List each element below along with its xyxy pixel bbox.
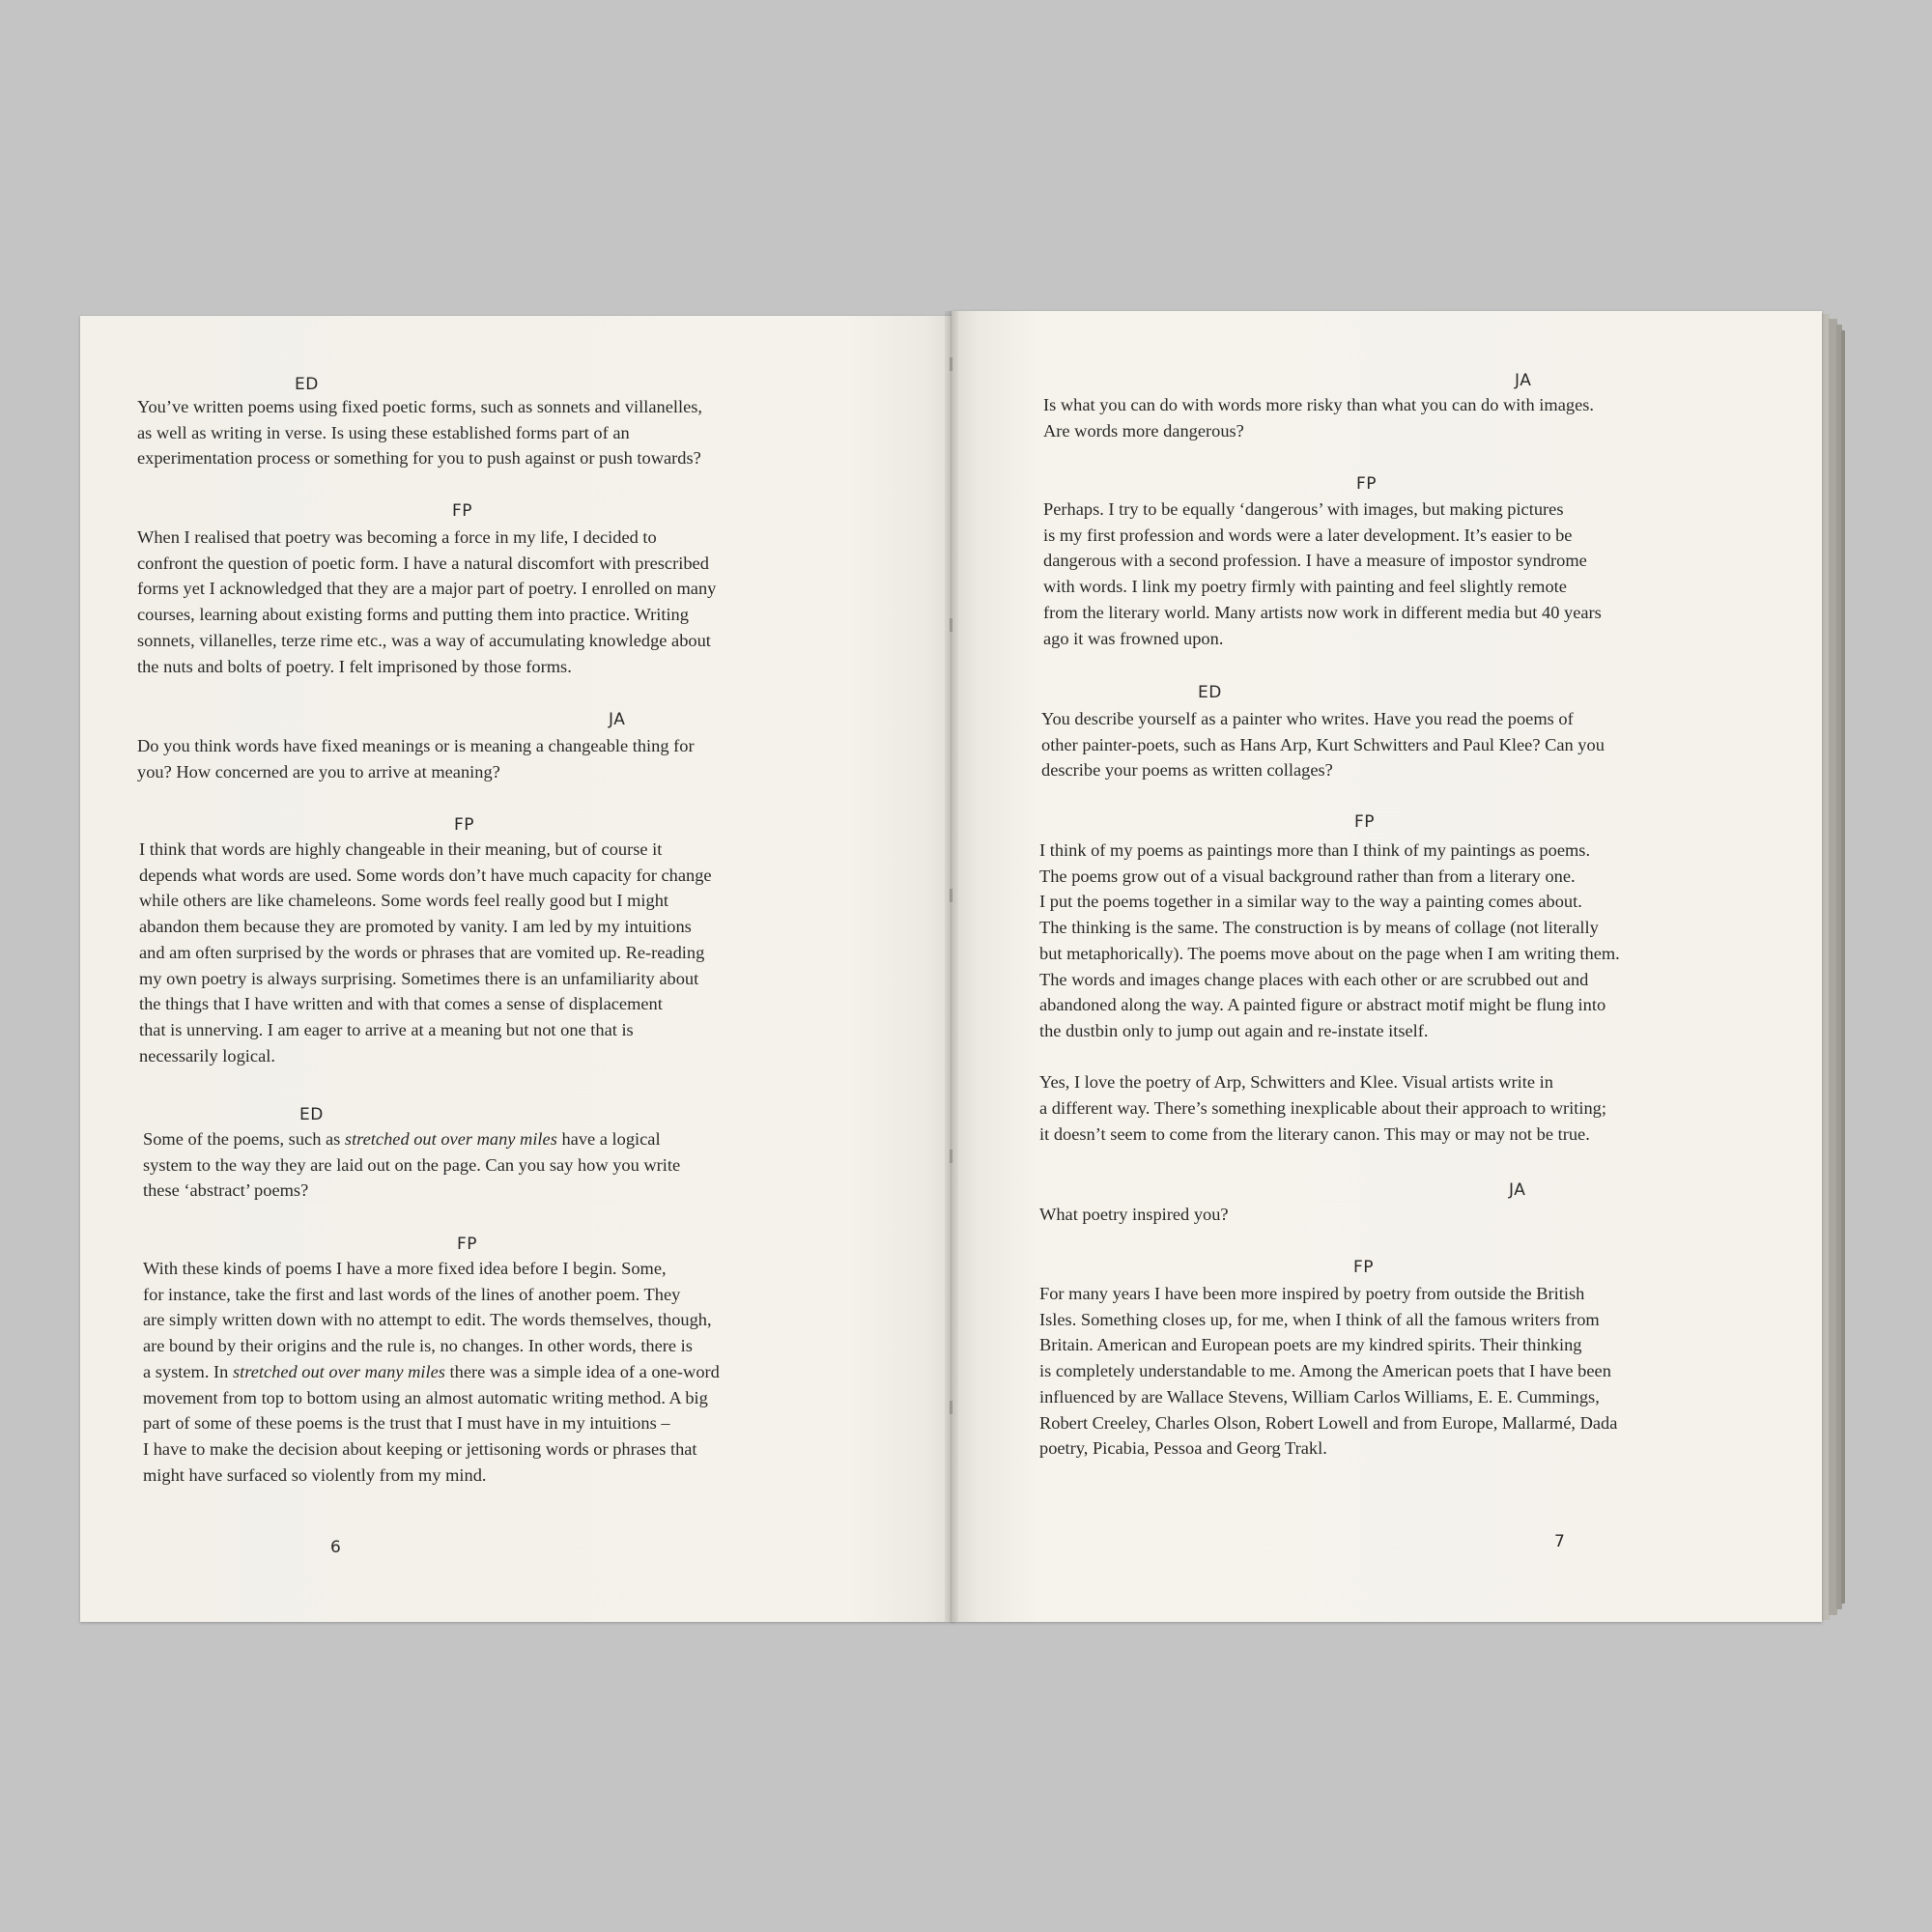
speaker-label: FP xyxy=(1356,474,1378,494)
text-line: and am often surprised by the words or phrases that are vomited up. Re-reading xyxy=(139,942,705,962)
text-line: necessarily logical. xyxy=(139,1045,275,1065)
text-line: part of some of these poems is the trust that I must have in my intuitions – xyxy=(143,1413,670,1434)
text-line: courses, learning about existing forms and putting them into practice. Writing xyxy=(137,605,689,625)
interview-answer xyxy=(139,837,712,1068)
text-line: confront the question of poetic form. I have a natural discomfort with prescribed xyxy=(137,553,709,573)
text-line: Perhaps. I try to be equally ‘dangerous’ with images, but making pictures xyxy=(1043,499,1564,519)
text-line: describe your poems as written collages? xyxy=(1041,760,1333,781)
text-line: experimentation process or something for you to push against or push towards? xyxy=(137,448,701,469)
text-line xyxy=(1039,1044,1620,1070)
interview-question xyxy=(1043,392,1594,443)
text-line: forms yet I acknowledged that they are a major part of poetry. I enrolled on many xyxy=(137,579,717,599)
text-line: but metaphorically). The poems move about on the page when I am writing them. xyxy=(1039,943,1620,963)
interview-answer xyxy=(1039,838,1620,1147)
text-line: Some of the poems, such as stretched out over many miles have a logical xyxy=(143,1129,661,1149)
title-italic: stretched out over many miles xyxy=(344,1129,557,1149)
text-line: Are words more dangerous? xyxy=(1043,420,1244,440)
page-stack-edge xyxy=(1841,330,1845,1604)
text-line: with words. I link my poetry firmly with painting and feel slightly remote xyxy=(1043,577,1567,597)
text-line: The words and images change places with each other or are scrubbed out and xyxy=(1039,969,1589,989)
binding-stitch xyxy=(950,1150,952,1163)
binding-stitch xyxy=(950,618,952,632)
interview-answer xyxy=(143,1256,720,1488)
speaker-label: FP xyxy=(457,1235,478,1254)
text-line: system to the way they are laid out on the page. Can you say how you write xyxy=(143,1154,681,1175)
text-line: Robert Creeley, Charles Olson, Robert Lowell and from Europe, Mallarmé, Dada xyxy=(1039,1412,1618,1433)
text-line: from the literary world. Many artists now work in different media but 40 years xyxy=(1043,602,1602,622)
text-line: dangerous with a second profession. I have a measure of impostor syndrome xyxy=(1043,551,1587,571)
text-line: abandon them because they are promoted by vanity. I am led by my intuitions xyxy=(139,917,692,937)
text-line: Britain. American and European poets are my kindred spirits. Their thinking xyxy=(1039,1335,1582,1355)
text-line: the dustbin only to jump out again and re-instate itself. xyxy=(1039,1020,1429,1040)
text-line: influenced by are Wallace Stevens, William Carlos Williams, E. E. Cummings, xyxy=(1039,1386,1600,1406)
text-line: it doesn’t seem to come from the literary canon. This may or may not be true. xyxy=(1039,1123,1590,1144)
binding-stitch xyxy=(950,889,952,902)
speaker-label: ED xyxy=(299,1105,324,1124)
interview-question xyxy=(137,733,695,784)
text-line: the nuts and bolts of poetry. I felt imprisoned by those forms. xyxy=(137,656,572,676)
text-line: With these kinds of poems I have a more fixed idea before I begin. Some, xyxy=(143,1259,667,1278)
speaker-label: FP xyxy=(1354,812,1376,832)
text-line: that is unnerving. I am eager to arrive at a meaning but not one that is xyxy=(139,1019,634,1039)
text-line: for instance, take the first and last words of the lines of another poem. They xyxy=(143,1284,681,1304)
interview-question xyxy=(1039,1202,1229,1228)
book-gutter xyxy=(945,311,958,1622)
text-line: a different way. There’s something inexplicable about their approach to writing; xyxy=(1039,1098,1606,1119)
interview-question xyxy=(1041,706,1605,783)
speaker-label: ED xyxy=(1198,683,1222,702)
text-line: You describe yourself as a painter who writes. Have you read the poems of xyxy=(1041,709,1574,728)
speaker-label: FP xyxy=(454,815,475,835)
text-line: You’ve written poems using fixed poetic forms, such as sonnets and villanelles, xyxy=(137,397,703,416)
text-line: The thinking is the same. The construction is by means of collage (not literally xyxy=(1039,918,1599,938)
text-line: depends what words are used. Some words don’t have much capacity for change xyxy=(139,865,712,885)
text-line: is completely understandable to me. Among the American poets that I have been xyxy=(1039,1361,1611,1381)
text-line: a system. In stretched out over many miles there was a simple idea of a one-word xyxy=(143,1361,720,1381)
text-line: What poetry inspired you? xyxy=(1039,1205,1229,1224)
speaker-label: JA xyxy=(609,710,626,729)
text-line: while others are like chameleons. Some words feel really good but I might xyxy=(139,891,668,911)
text-line: my own poetry is always surprising. Sometimes there is an unfamiliarity about xyxy=(139,968,699,988)
text-line: is my first profession and words were a later development. It’s easier to be xyxy=(1043,525,1573,545)
text-line: When I realised that poetry was becoming a force in my life, I decided to xyxy=(137,527,657,547)
title-italic: stretched out over many miles xyxy=(232,1361,445,1381)
speaker-label: JA xyxy=(1515,371,1532,390)
page-number: 7 xyxy=(1554,1532,1565,1551)
text-line: the things that I have written and with that comes a sense of displacement xyxy=(139,994,663,1014)
text-line: Isles. Something closes up, for me, when I think of all the famous writers from xyxy=(1039,1309,1600,1329)
text-line: movement from top to bottom using an almost automatic writing method. A big xyxy=(143,1387,708,1407)
text-line: I think of my poems as paintings more than I think of my paintings as poems. xyxy=(1039,840,1591,860)
page-number: 6 xyxy=(330,1538,341,1557)
text-line: I think that words are highly changeable in their meaning, but of course it xyxy=(139,839,663,859)
interview-answer xyxy=(1043,497,1602,651)
interview-answer xyxy=(137,525,716,679)
text-line: Yes, I love the poetry of Arp, Schwitters and Klee. Visual artists write in xyxy=(1039,1072,1553,1093)
text-line: other painter-poets, such as Hans Arp, Kurt Schwitters and Paul Klee? Can you xyxy=(1041,734,1605,754)
interview-answer xyxy=(1039,1281,1617,1462)
interview-question xyxy=(137,394,702,471)
text-line: For many years I have been more inspired by poetry from outside the British xyxy=(1039,1284,1585,1303)
text-line: are bound by their origins and the rule is, no changes. In other words, there is xyxy=(143,1336,693,1356)
text-line: are simply written down with no attempt to edit. The words themselves, though, xyxy=(143,1310,712,1330)
interview-question xyxy=(143,1126,680,1204)
binding-stitch xyxy=(950,1401,952,1414)
text-line: ago it was frowned upon. xyxy=(1043,628,1224,648)
text-line: sonnets, villanelles, terze rime etc., was a way of accumulating knowledge about xyxy=(137,630,711,650)
text-line: poetry, Picabia, Pessoa and Georg Trakl. xyxy=(1039,1438,1327,1459)
text-line: I have to make the decision about keeping or jettisoning words or phrases that xyxy=(143,1438,697,1459)
text-line: abandoned along the way. A painted figure or abstract motif might be flung into xyxy=(1039,995,1606,1015)
text-line: these ‘abstract’ poems? xyxy=(143,1180,309,1201)
binding-stitch xyxy=(950,357,952,371)
text-line: The poems grow out of a visual background rather than from a literary one. xyxy=(1039,866,1576,886)
speaker-label: ED xyxy=(295,375,319,394)
speaker-label: FP xyxy=(452,501,473,521)
speaker-label: FP xyxy=(1353,1258,1375,1277)
text-line: you? How concerned are you to arrive at meaning? xyxy=(137,761,500,781)
text-line: I put the poems together in a similar way to the way a painting comes about. xyxy=(1039,892,1582,912)
text-line: Do you think words have fixed meanings or is meaning a changeable thing for xyxy=(137,736,695,755)
speaker-label: JA xyxy=(1509,1180,1526,1200)
text-line: as well as writing in verse. Is using these established forms part of an xyxy=(137,422,630,442)
text-line: Is what you can do with words more risky than what you can do with images. xyxy=(1043,395,1595,414)
text-line: might have surfaced so violently from my mind. xyxy=(143,1464,487,1485)
